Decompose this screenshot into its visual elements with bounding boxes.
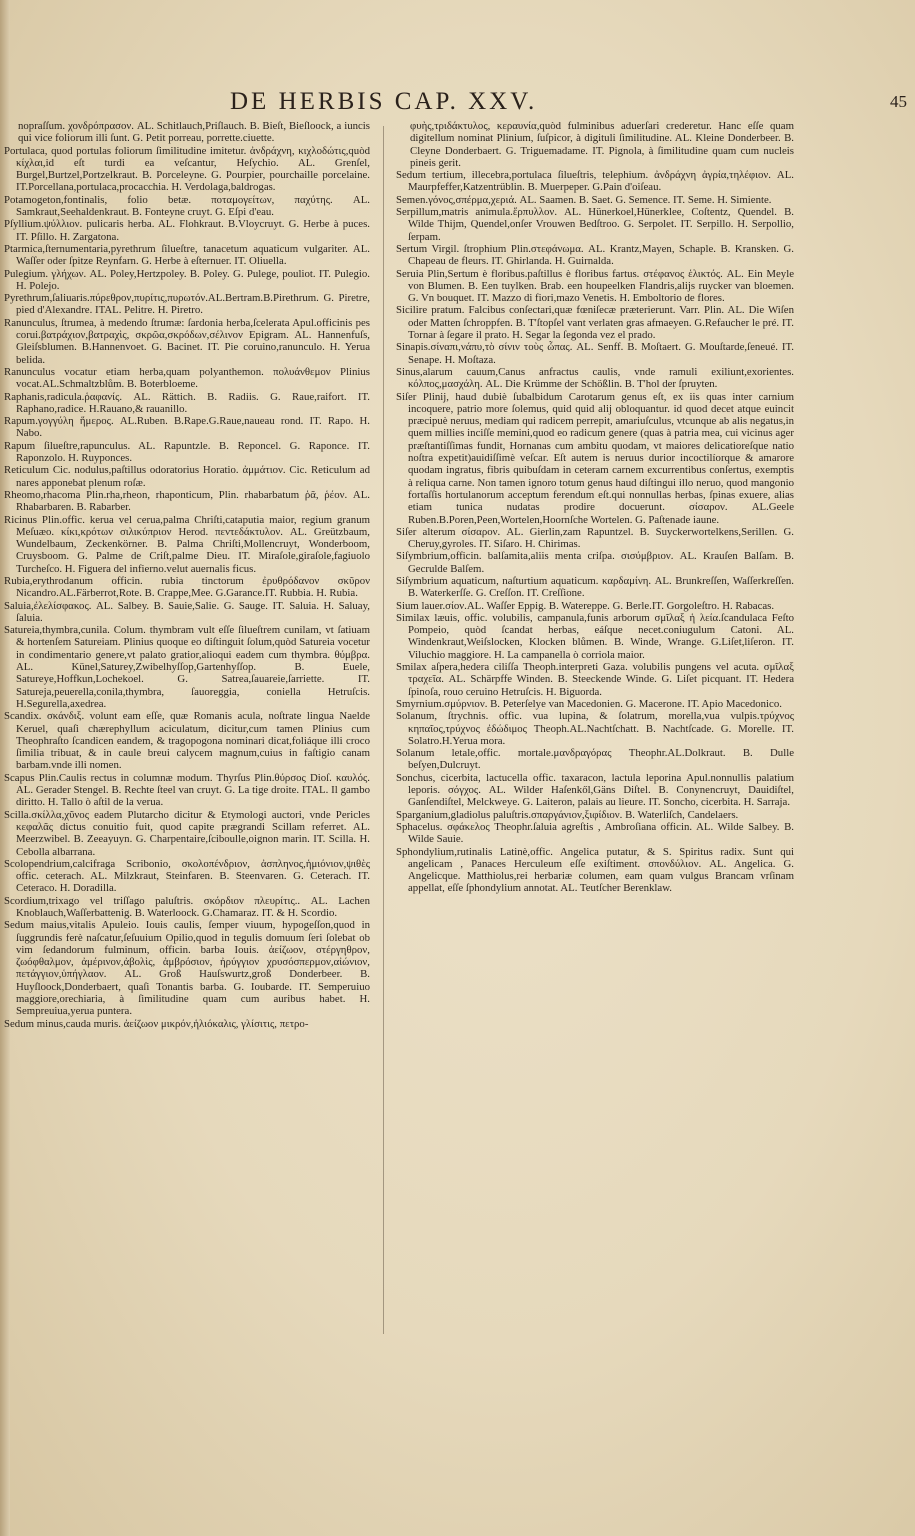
dictionary-entry: Serpillum,matris animula.ἕρπυλλον. AL. Hünerkoel,Hünerklee, Coſtentz, Quendel. B. Wilde Thijm, Quendel,onſer Vrouwen Bedſtroo. G. Serpolet. IT. Serpillo. H. Serpollio, ſerpam. [396,206,794,243]
dictionary-entry: Rubia,erythrodanum officin. rubia tinctorum ἐρυθρόδανον σκῦρον Nicandro.AL.Färberrot,Rote. B. Crappe,Mee. G.Garance.IT. Rubbia. H. Rubia. [4,574,370,600]
dictionary-entry: Sinus,alarum cauum,Canus anfractus caulis, vnde ramuli exiliunt,exorientes. κόλπος,μασχάλη. AL. Die Krümme der Schößlin. B. T'hol der ſpruyten. [396,365,794,391]
dictionary-entry: Siſer Plinij, haud dubiè ſubalbidum Carotarum genus eſt, ex iis quas inter carnium incoquere, patrio more ſolemus, quid quid alij obloquantur. id quod decet atque euincit præcipuè neruus, mediam qui radicem perrepit, amariuſculus, vtcunque ab alis negatus,in quem millies inciſſe memini,quod eo radicum genere (quas à patria mea, cui vicinus ager præſtantiſſimas fundit, Hornanas cum ambitu quodam, vt maiores delicatioreſque natio noſtra expetit)auidiſſimè veſcar. Eſt autem is neruus durior incoctilíorque & amarore quodam ingratus, fibris quibuſdam in ceteram carnem excurrentibus conſertus, exemptis à reliqua carne. Non tamen ignoro totum genus haud diſtingui illo neruo, quod mangonio fortaſſis hortulanorum acceptum ferendum eſt.qui nonnullas herbas, ſpinas exuere, alias etiam tunica nudatas prodire docuerunt. σίσαρον. AL.Geele Ruben.B.Poren,Peen,Wortelen,Hoornſche Wortelen. G. Paſtenade iaune. [396,390,794,526]
dictionary-entry: Sedum tertium, illecebra,portulaca ſilueſtris, telephium. ἀνδράχνη ἀγρία,τηλέφιον. AL. Maurpfeffer,Katzentrüblin. B. Muerpeper. G.Pain d'oiſeau. [396,169,794,194]
dictionary-entry: Rapum ſilueſtre,rapunculus. AL. Rapuntzle. B. Reponcel. G. Raponce. IT. Raponzolo. H. Ruyponces. [4,439,370,465]
dictionary-entry: Rapum.γογγύλη ἥμερος. AL.Ruben. B.Rape.G.Raue,naueau rond. IT. Rapo. H. Nabo. [4,415,370,440]
dictionary-entry: Ranunculus vocatur etiam herba,quam polyanthemon. πολυάνθεμον Plinius vocat.AL.Schmaltzblům. B. Boterbloeme. [4,365,370,391]
dictionary-entry: Raphanis,radicula.ῥαφανίς. AL. Rättich. B. Radiis. G. Raue,raifort. IT. Raphano,radice. H.Rauano,& rauanillo. [4,390,370,415]
dictionary-entry: φυὴς,τριδάκτυλος, κεραυνία,quòd fulminibus aduerſari crederetur. Hanc eſſe quam digitellum nominat Plinium, ſuſpicor, à digituli ſimilitudine. AL. Kleine Donderbeer. B. Cleyne Donderbaert. G. Triguemadame. IT. Pignola, à ſimilitudine quam cum nucleis pineis gerit. [410,120,794,169]
dictionary-entry: Sphondylium,rutinalis Latinè,offic. Angelica putatur, & S. Spiritus radix. Sunt qui angelicam , Panaces Herculeum eſſe exiſtiment. σπονδύλιον. AL. Angelica. G. Angelicque. Matthiolus,rei herbariæ columen, eam quam vulgus Brancam vrſinam appellat, eſſe ſphondylium annotat. AL. Teutſcher Berenklaw. [396,845,794,895]
dictionary-entry: Siſymbrium,officin. balſamita,aliis menta criſpa. σισύμβριον. AL. Krauſen Balſam. B. Gecrulde Balſem. [396,550,794,575]
dictionary-entry: Pſyllium.ψύλλιον. pulicaris herba. AL. Flohkraut. B.Vloycruyt. G. Herbe à puces. IT. Pſillo. H. Zargatona. [4,218,370,243]
dictionary-entry: Pulegium. γλήχων. AL. Poley,Hertzpoley. B. Poley. G. Pulege, pouliot. IT. Pulegio. H. Polejo. [4,267,370,292]
right-column [396,120,794,895]
dictionary-entry: Saluia,ἐλελίσφακος. AL. Salbey. B. Sauie,Salie. G. Sauge. IT. Saluia. H. Saluay, ſaluia. [4,599,370,624]
dictionary-entry: Solanum letale,offic. mortale.μανδραγόρας Theophr.AL.Dolkraut. B. Dulle beſyen,Dulcruyt. [396,747,794,772]
dictionary-entry: Satureia,thymbra,cunila. Colum. thymbram vult eſſe ſilueſtrem cunilam, vt ſatiuam & hortenſem Satureiam. Plinius quoque eo diſtinguit ſolum,quòd Satureia vocetur in condimentario genere,vt palato gratior,alioqui eadem cum thymbra. θύμβρα. AL. Künel,Saturey,Zwibelhyſſop,Gartenhyſſop. B. Euele, Satureye,Hoffkun,Lochekoel. G. Satrea,ſauareie,ſarriette. IT. Satureja,peuerella,conila,thymbra, ſauoreggia, coniella Hetruſcis. H.Segurella,axedrea. [4,624,370,710]
dictionary-entry: Siſer alterum σίσαρον. AL. Gierlin,zam Rapuntzel. B. Suyckerwortelkens,Serillen. G. Cheruy,gyroles. IT. Siſaro. H. Chirimas. [396,525,794,551]
dictionary-entry: Pyrethrum,ſaliuaris.πύρεθρον,πυρίτις,πυρωτόν.AL.Bertram.B.Pirethrum. G. Piretre, pied d'Alexandre. ITAL. Pelitre. H. Piretro. [4,292,370,317]
dictionary-entry: Sicilire pratum. Falcibus conſectari,quæ fœniſecæ præterierunt. Varr. Plin. AL. Die Wiſen oder Matten ſchroppfen. B. T'ſtopſel vant verlaten gras afmaeyen. G.Refaucher le pré. IT. Tornar à ſegare il prato. H. Segar la ſegonda vez el prado. [396,304,794,342]
dictionary-entry: Sinapis.σίναπι,νάπυ,τὸ σίνιν τοὺς ὦπας. AL. Senff. B. Moſtaert. G. Mouſtarde,ſeneué. IT. Senape. H. Moſtaza. [396,341,794,366]
dictionary-entry: Reticulum Cic. nodulus,paſtillus odoratorius Horatio. ἀμμάτιον. Cic. Reticulum ad nares apponebat plenum roſæ. [4,464,370,489]
column-divider [383,126,384,1334]
dictionary-entry: Scandix. σκάνδιξ. volunt eam eſſe, quæ Romanis acula, noſtrate lingua Naelde Keruel, quaſi chærephyllum aciculatum, dicitur,cum tamen Plinius cum Theophraſto ſcandicen eandem, & tragopogona nominari dicat,foliáque illi croco ſimilia tribuat, & in caule breui calycem magnum,cuius in faſtigio canam barbam.vnde illi nomen. [4,710,370,772]
dictionary-entry: Sertum Virgil. ſtrophium Plin.στεφάνωμα. AL. Krantz,Mayen, Schaple. B. Kransken. G. Chapeau de fleurs. IT. Ghirlanda. H. Guirnalda. [396,242,794,268]
dictionary-entry: Scilla.σκίλλα,χῦνος eadem Plutarcho dicitur & Etymologi auctori, vnde Pericles κεφαλᾶς dictus conuitio fuit, quod capite prægrandi Scillam referret. AL. Meerzwibel. B. Zeeayuyn. G. Charpentaire,ſciboulle,oignon marin. IT. Scilla. H. Cebolla albarrana. [4,808,370,858]
dictionary-entry: Sonchus, cicerbita, lactucella offic. taxaracon, lactula leporina Apul.nonnullis palatium leporis. σόγχος. AL. Wilder Haſenkől,Gäns Diſtel. B. Conynencruyt, Dauidiſtel, Ganſendiſtel, Melckweye. G. Laiteron, palais au lieure. IT. Soncho, cicerbita. H. Sarraja. [396,771,794,809]
dictionary-entry: Solanum, ſtrychnis. offic. vua lupina, & ſolatrum, morella,vua vulpis.τρύχνος κηπαῖος,τρύχνος ἐδώδιμος Theoph.AL.Nachtſchatt. B. Nachtſcade. G. Morelle. IT. Solatro.H.Yerua mora. [396,710,794,747]
dictionary-entry: Sparganium,gladiolus paluſtris.σπαργάνιον,ξιφίδιον. B. Waterliſch, Candelaers. [396,808,739,821]
dictionary-entry: Portulaca, quod portulas foliorum ſimilitudine imitetur. ἀνδράχνη, κιχλοδώτις,quòd κίχλαι,id eſt turdi ea veſcantur, Heſychio. AL. Grenſel, Burgel,Burtzel,Portzelkraut. B. Porceleyne. G. Pourpier, pourchaille porcelaine. IT.Porcellana,portulaca,procacchia. H. Verdolaga,baldrogas. [4,144,370,194]
dictionary-entry: Sium lauer.σίον.AL. Waſſer Eppig. B. Watereppe. G. Berle.IT. Gorgoleſtro. H. Rabacas. [396,599,775,612]
dictionary-entry: Siſymbrium aquaticum, naſturtium aquaticum. καρδαμίνη. AL. Brunkreſſen, Waſſerkreſſen. B. Waterkerſſe. G. Creſſon. IT. Creſſione. [396,574,794,600]
dictionary-entry: Smilax aſpera,hedera ciliſſa Theoph.interpreti Gaza. volubilis pungens vel acuta. σμῖλαξ τραχεῖα. AL. Schärpffe Winden. B. Steeckende Winde. G. Liſet picquant. IT. Hedera ſpinoſa, rouo ceruino Hetruſcis. H. Biguorda. [396,661,794,698]
dictionary-entry: Similax læuis, offic. volubilis, campanula,funis arborum σμῖλαξ ἡ λεία.ſcandulaca Feſto Pompeio, quòd ſcandat herbas, eáſque necet.coniugulum Catoni. AL. Windenkraut,Weiſslocken, Klocken blůmen. B. Winde, Wrange. G.Liſet,liſeron. IT. Viluchio maggiore. H. La campanella ò corriola maior. [396,611,794,661]
dictionary-entry: Semen.γόνος,σπέρμα,χεριά. AL. Saamen. B. Saet. G. Semence. IT. Seme. H. Simiente. [396,193,772,206]
dictionary-entry: Potamogeton,fontinalis, folio betæ. ποταμογείτων, παχύτης. AL. Samkraut,Seehaldenkraut. B. Fonteyne cruyt. G. Eſpi d'eau. [4,193,370,219]
dictionary-entry: Seruia Plin,Sertum è floribus.paſtillus è floribus fartus. στέφανος ἑλικτός. AL. Ein Meyle von Blumen. B. Een tuylken. Brab. een houpeelken Flandris,alijs ruycker van bloemen. G. Vn bouquet. IT. Mazzo di fiori,mazo Venetis. H. Emboltorio de flores. [396,267,794,305]
dictionary-entry: Ptarmica,ſternumentaria,pyrethrum ſilueſtre, tanacetum aquaticum vulgariter. AL. Waſſer oder ſpitze Reynfarn. G. Herbe à eſternuer. IT. Oliuella. [4,242,370,268]
dictionary-entry: Ricinus Plin.offic. kerua vel cerua,palma Chriſti,cataputia maior, regium granum Meſuæo. κίκι,κρότων σιλικύπριον Herod. πεντεδάκτυλον. AL. Greützbaum, Wundelbaum, Zeckenkörner. B. Palma Chriſti,Mollencruyt, Wonderboom, Cruysboom. G. Palme de Criſt,palme Dieu. IT. Miraſole,giraſole,fagiuolo Turcheſco. H. Figuera del infierno.velut auernalis ficus. [4,513,370,575]
running-title: DE HERBIS CAP. XXV. [230,88,538,115]
dictionary-entry: nopraſſum. χονδρόπρασον. AL. Schitlauch,Priſlauch. B. Bieſt, Bieſloock, a iuncis qui vice foliorum illi ſunt. G. Petit porreau, porrette.ciuette. [18,120,370,145]
page-header [230,86,907,116]
dictionary-entry: Ranunculus, ſtrumea, à medendo ſtrumæ: ſardonia herba,ſcelerata Apul.officinis pes corui.βατράχιον,βατραχὶς, σκρῶα,σκρόδων,σέλινον Epigram. AL. Hannenfuſs, Gleiſsblumen. B.Hannenvoet. G. Bacinet. IT. Pie coruino,ranunculo. H. Yerua belida. [4,316,370,366]
dictionary-entry: Sphacelus. σφάκελος Theophr.ſaluia agreſtis , Ambroſiana officin. AL. Wilde Salbey. B. Wilde Sauie. [396,820,794,846]
dictionary-entry: Sedum maius,vitalis Apuleio. Iouis caulis, ſemper viuum, hypogeſſon,quod in ſuggrundis ferè naſcatur,ſeſuuium Opilio,quod in tegulis domuum ſeri ſolebat ob vim ſedandorum fulminum, officin. barba Iouis. ἀείζωον, στέργηθρον, ζωόφθαλμον, ἀμέρινον,ἀβολὶς, ἀμβρόσιον, ἠρύγγιον χρυσόσπερμον,αἰώνιον, πετάγγιον,ὑπήγλαον. AL. Groß Hauſswurtz,groß Donderbeer. B. Huyſloock,Donderbaert, quaſi Tonantis barba. G. Ioubarde. IT. Semperuiuo maggiore,orechiaria, à ſimilitudine quam cum auribus habet. H. Sempreuiua,yerua puntera. [4,919,370,1018]
dictionary-entry: Sedum minus,cauda muris. ἀείζωον μικρόν,ἡλιόκαλις, γλίσιτις, πετρο- [4,1017,309,1030]
dictionary-entry: Scolopendrium,calcifraga Scribonio, σκολοπένδριον, ἀσπληνος,ἡμιόνιον,ψιθὲς offic. ceterach. AL. Milzkraut, Steinfaren. B. Steenvaren. G. Ceterach. IT. Ceteraco. H. Doradilla. [4,857,370,895]
dictionary-entry: Smyrnium.σμύρνιον. B. Peterſelye van Macedonien. G. Macerone. IT. Apio Macedonico. [396,697,782,710]
dictionary-entry: Rheomo,rhacoma Plin.rha,rheon, rhaponticum, Plin. rhabarbatum ῥᾶ, ῥέον. AL. Rhabarbaren. B. Rabarber. [4,488,370,514]
dictionary-entry: Scapus Plin.Caulis rectus in columnæ modum. Thyrſus Plin.θύρσος Dioſ. καυλός. AL. Gerader Stengel. B. Rechte ſteel van cruyt. G. La tige droite. ITAL. Il gambo diritto. H. Tallo ò aſtil de la verua. [4,771,370,809]
dictionary-entry: Scordium,trixago vel triſſago paluſtris. σκόρδιον πλευρίτις.. AL. Lachen Knoblauch,Waſſerbattenig. B. Waterloock. G.Chamaraz. IT. & H. Scordio. [4,894,370,919]
page-number: 45 [890,92,907,111]
left-column [4,120,370,1030]
